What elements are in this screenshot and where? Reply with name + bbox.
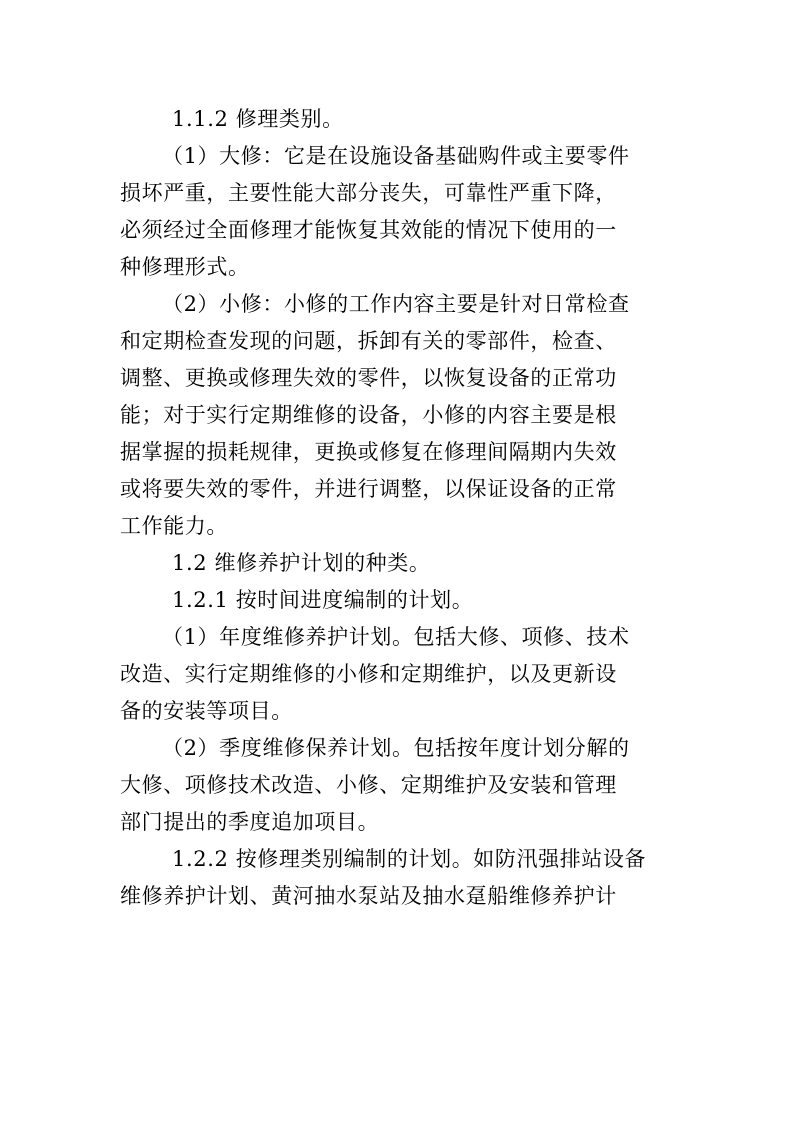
- paragraph-line: 和定期检查发现的问题，拆卸有关的零部件，检查、: [120, 329, 617, 353]
- paragraph-line: 必须经过全面修理才能恢复其效能的情况下使用的一: [120, 218, 617, 242]
- paragraph-line: 据掌握的损耗规律，更换或修复在修理间隔期内失效: [120, 440, 617, 464]
- paragraph-line: （1）大修：它是在设施设备基础购件或主要零件: [162, 144, 630, 168]
- heading-1-2-2: 1.2.2 按修理类别编制的计划。如防汛强排站设备: [172, 847, 647, 871]
- paragraph-line: （2）小修：小修的工作内容主要是针对日常检查: [162, 292, 630, 316]
- paragraph-line: 改造、实行定期维修的小修和定期维护，以及更新设: [120, 662, 617, 686]
- paragraph-line: 能；对于实行定期维修的设备，小修的内容主要是根: [120, 403, 617, 427]
- paragraph-line: （1）年度维修养护计划。包括大修、项修、技术: [162, 625, 630, 649]
- paragraph-line: 种修理形式。: [120, 255, 250, 279]
- heading-1-2-1: 1.2.1 按时间进度编制的计划。: [172, 588, 474, 612]
- paragraph-line: 大修、项修技术改造、小修、定期维护及安装和管理: [120, 773, 617, 797]
- paragraph-line: （2）季度维修保养计划。包括按年度计划分解的: [162, 736, 630, 760]
- paragraph-line: 调整、更换或修理失效的零件，以恢复设备的正常功: [120, 366, 617, 390]
- paragraph-line: 或将要失效的零件，并进行调整，以保证设备的正常: [120, 477, 617, 501]
- paragraph-line: 部门提出的季度追加项目。: [120, 810, 380, 834]
- paragraph-line: 维修养护计划、黄河抽水泵站及抽水趸船维修养护计: [120, 884, 617, 908]
- paragraph-line: 损坏严重，主要性能大部分丧失，可靠性严重下降，: [120, 181, 617, 205]
- document-body: [120, 101, 678, 915]
- paragraph-line: 工作能力。: [120, 514, 228, 538]
- heading-1-1-2: 1.1.2 修理类别。: [172, 107, 344, 131]
- paragraph-line: 备的安装等项目。: [120, 699, 293, 723]
- heading-1-2: 1.2 维修养护计划的种类。: [172, 551, 431, 575]
